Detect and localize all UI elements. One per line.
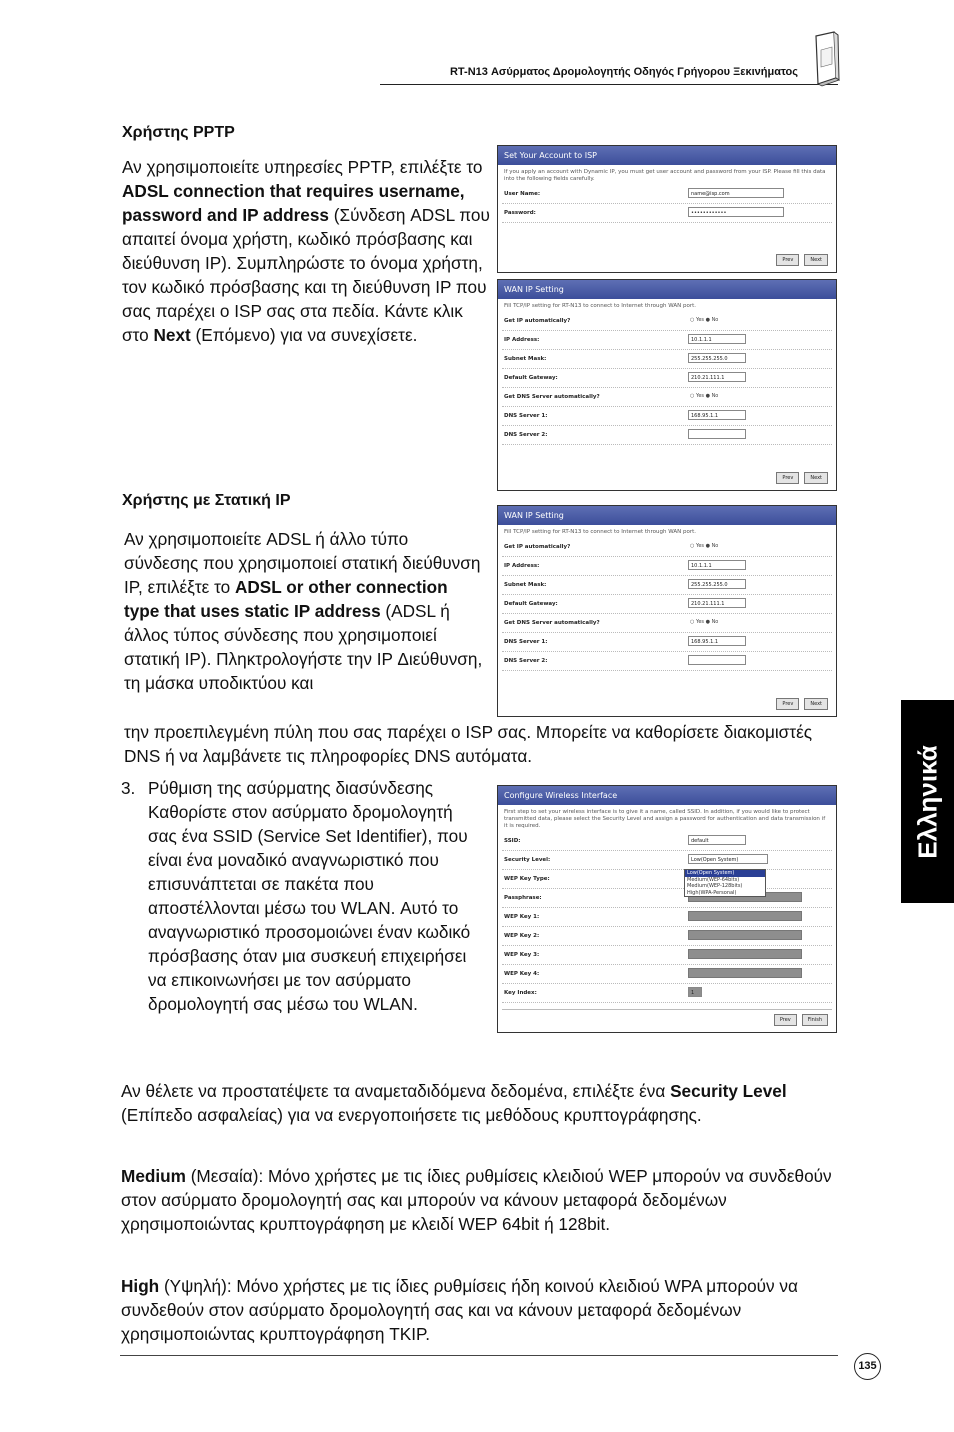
form-row: WEP Key 1: <box>502 908 832 927</box>
static-ip-paragraph-cont: την προεπιλεγμένη πύλη που σας παρέχει ο ISP σας. Μπορείτε να καθορίσετε διακομιστές DNS ή να λαμβάνετε τις πληροφορίες DNS αυτόματα. <box>124 722 813 766</box>
form-row: Get IP automatically? ○ Yes ● No <box>502 312 832 331</box>
ip-address-field[interactable]: 10.1.1.1 <box>688 334 746 344</box>
wan-ip-title: WAN IP Setting <box>498 280 836 299</box>
pptp-heading: Χρήστης PPTP <box>122 124 235 141</box>
wan-ip-screenshot-2: WAN IP Setting Fill TCP/IP setting for RT-N13 to connect to Internet through WAN port. Get IP automatically? ○ Yes ● No IP Address: 10.1.1.1 Subnet Mask: 255.255.255.0 Default Gateway: 210.21.111.1 Get DNS Server automatically? ○ Yes ● No DNS Server 1: 168.95.1.1 DNS Server 2: Prev Next <box>497 505 837 717</box>
form-row: DNS Server 2: <box>502 426 832 445</box>
wan-ip-screenshot-1: WAN IP Setting Fill TCP/IP setting for RT-N13 to connect to Internet through WAN port. Get IP automatically? ○ Yes ● No IP Address: 10.1.1.1 Subnet Mask: 255.255.255.0 Default Gateway: 210.21.111.1 Get DNS Server automatically? ○ Yes ● No DNS Server 1: 168.95.1.1 DNS Server 2: Prev Next <box>497 279 837 491</box>
radio-group[interactable]: ○ Yes ● No <box>690 619 719 625</box>
high-paragraph: High (Υψηλή): Μόνο χρήστες με τις ίδιες ρυθμίσεις ήδη κοινού κλειδιού WPA μπορούν να συνδεθούν στον ασύρματο δρομολογητή σας και να κάνουν μεταφορά δεδομένων χρησιμοποιώντας κρυπτογράφηση TKIP. <box>121 1276 798 1344</box>
running-header: RT-N13 Ασύρματος Δρομολογητής Οδηγός Γρήγορου Ξεκινήματος <box>449 66 798 78</box>
form-row: Subnet Mask: 255.255.255.0 <box>502 576 832 595</box>
subnet-mask-field[interactable]: 255.255.255.0 <box>688 579 746 589</box>
password-field[interactable]: •••••••••••• <box>688 207 784 217</box>
language-tab-label: Ελληνικά <box>912 744 942 859</box>
footer-divider <box>120 1355 838 1356</box>
page-number: 135 <box>854 1353 881 1380</box>
form-row: Get DNS Server automatically? ○ Yes ● No <box>502 614 832 633</box>
form-row: WEP Key 4: <box>502 965 832 984</box>
dns1-field[interactable]: 168.95.1.1 <box>688 410 746 420</box>
form-row: Default Gateway: 210.21.111.1 <box>502 369 832 388</box>
dns2-field[interactable] <box>688 655 746 665</box>
wireless-config-title: Configure Wireless Interface <box>498 786 836 805</box>
pptp-paragraph: Αν χρησιμοποιείτε υπηρεσίες PPTP, επιλέξτε το ADSL connection that requires username, password and IP address (Σύνδεση ADSL που απαιτεί όνομα χρήστη, κωδικό πρόσβασης και διεύθυνση IP). Συμπληρώστε το όνομα χρήστη, τον κωδικό πρόσβασης και τη διεύθυνση IP που σας παρέχει ο ISP σας στα πεδία. Κάντε κλικ στο Next (Επόμενο) για να συνεχίσετε. <box>122 157 490 345</box>
security-level-dropdown[interactable] <box>684 869 766 897</box>
static-ip-heading: Χρήστης με Στατική IP <box>122 492 291 509</box>
step-number: 3. <box>121 778 136 798</box>
security-level-select[interactable]: Low(Open System) <box>688 854 768 864</box>
form-row: Default Gateway: 210.21.111.1 <box>502 595 832 614</box>
form-row: Security Level: Low(Open System) <box>502 851 832 870</box>
wep-key3-field[interactable] <box>688 949 802 959</box>
wep-key1-field[interactable] <box>688 911 802 921</box>
form-row: Key Index: 1 <box>502 984 832 1003</box>
radio-group[interactable]: ○ Yes ● No <box>690 393 719 399</box>
radio-group[interactable]: ○ Yes ● No <box>690 543 719 549</box>
form-row: Subnet Mask: 255.255.255.0 <box>502 350 832 369</box>
form-row: Get IP automatically? ○ Yes ● No <box>502 538 832 557</box>
step3-title: Ρύθμιση της ασύρματης διασύνδεσης <box>148 778 434 798</box>
next-button[interactable]: Next <box>804 472 828 484</box>
dropdown-option[interactable]: High(WPA-Personal) <box>687 889 737 896</box>
divider <box>502 1009 832 1010</box>
router-icon <box>808 30 842 88</box>
form-row: WEP Key 2: <box>502 927 832 946</box>
wan-ip-title: WAN IP Setting <box>498 506 836 525</box>
ip-address-field[interactable]: 10.1.1.1 <box>688 560 746 570</box>
dropdown-option[interactable]: Medium(WEP-128bits) <box>687 883 743 889</box>
dns1-field[interactable]: 168.95.1.1 <box>688 636 746 646</box>
form-row: WEP Key Type: <box>502 870 832 889</box>
form-row: DNS Server 1: 168.95.1.1 <box>502 633 832 652</box>
prev-button[interactable]: Prev <box>774 1014 797 1026</box>
form-row: Passphrase: <box>502 889 832 908</box>
key-index-select[interactable]: 1 <box>688 987 702 997</box>
form-row: SSID: default <box>502 832 832 851</box>
form-row: IP Address: 10.1.1.1 <box>502 331 832 350</box>
radio-group[interactable]: ○ Yes ● No <box>690 317 719 323</box>
gateway-field[interactable]: 210.21.111.1 <box>688 598 746 608</box>
medium-paragraph: Medium (Μεσαία): Μόνο χρήστες με τις ίδιες ρυθμίσεις κλειδιού WEP μπορούν να συνδεθούν στον ασύρματο δρομολογητή σας και μπορούν να κάνουν μεταφορά δεδομένων χρησιμοποιώντας κρυπτογράφηση με κλειδί WEP 64bit ή 128bit. <box>121 1166 832 1234</box>
next-button[interactable]: Next <box>804 254 828 266</box>
security-paragraph: Αν θέλετε να προστατέψετε τα αναμεταδιδόμενα δεδομένα, επιλέξτε ένα Security Level (Επίπεδο ασφαλείας) για να ενεργοποιήσετε τις μεθόδους κρυπτογράφησης. <box>121 1081 787 1125</box>
subnet-mask-field[interactable]: 255.255.255.0 <box>688 353 746 363</box>
header-divider <box>380 84 838 85</box>
next-button[interactable]: Next <box>804 698 828 710</box>
form-row: DNS Server 1: 168.95.1.1 <box>502 407 832 426</box>
wireless-config-screenshot: Configure Wireless Interface First step to set your wireless interface is to give it a name, called SSID. In addition, if you would like to protect transmitted data, please select the Security Level and assign a password for authentication and data transmission if it is required. SSID: default Security Level: Low(Open System) WEP Key Type: Passphrase: WEP Key 1: WEP Key 2: WEP Key 3: WEP Key 4: Key Index: 1 Low(Open System) Medium(WEP-64bits) Medium(WEP-128bits) High(WPA-Personal) Prev Finish <box>497 785 837 1033</box>
prev-button[interactable]: Prev <box>776 698 799 710</box>
username-field[interactable]: name@isp.com <box>688 188 784 198</box>
prev-button[interactable]: Prev <box>776 254 799 266</box>
wep-key4-field[interactable] <box>688 968 802 978</box>
ssid-field[interactable]: default <box>688 835 746 845</box>
step3-paragraph: Καθορίστε στον ασύρματο δρομολογητή σας ένα SSID (Service Set Identifier), που είναι ένα μοναδικό αναγνωριστικό που επισυνάπτεται σε πακέτα που αποστέλλονται μέσω του WLAN. Αυτό το αναγνωριστικό προσομοιώνει έναν κωδικό πρόσβασης όταν μια συσκευή επιχειρήσει να επικοινωνήσει με τον ασύρματο δρομολογητή σας μέσω του WLAN. <box>148 802 471 1014</box>
form-row: IP Address: 10.1.1.1 <box>502 557 832 576</box>
dropdown-option[interactable]: Medium(WEP-64bits) <box>687 876 740 883</box>
wep-key2-field[interactable] <box>688 930 802 940</box>
form-row: DNS Server 2: <box>502 652 832 671</box>
static-ip-paragraph: Αν χρησιμοποιείτε ADSL ή άλλο τύπο σύνδεσης που χρησιμοποιεί στατική διεύθυνση IP, επιλέξτε το ADSL or other connection type that uses static IP address (ADSL ή άλλος τύπος σύνδεσης που χρησιμοποιεί στατική IP). Πληκτρολογήστε την IP Διεύθυνση, τη μάσκα υποδικτύου και <box>124 529 483 693</box>
form-row: WEP Key 3: <box>502 946 832 965</box>
finish-button[interactable]: Finish <box>802 1014 828 1026</box>
dropdown-option[interactable]: Low(Open System) <box>685 870 765 877</box>
isp-account-screenshot: Set Your Account to ISP If you apply an account with Dynamic IP, you must get user account and password from your ISP. Please fill this data into the following fields carefully. User Name: name@isp.com Password: •••••••••••• Prev Next <box>497 145 837 273</box>
language-tab <box>901 700 954 903</box>
form-row: Get DNS Server automatically? ○ Yes ● No <box>502 388 832 407</box>
dns2-field[interactable] <box>688 429 746 439</box>
gateway-field[interactable]: 210.21.111.1 <box>688 372 746 382</box>
form-row: Password: •••••••••••• <box>502 204 832 223</box>
isp-account-title: Set Your Account to ISP <box>498 146 836 165</box>
form-row: User Name: name@isp.com <box>502 185 832 204</box>
prev-button[interactable]: Prev <box>776 472 799 484</box>
